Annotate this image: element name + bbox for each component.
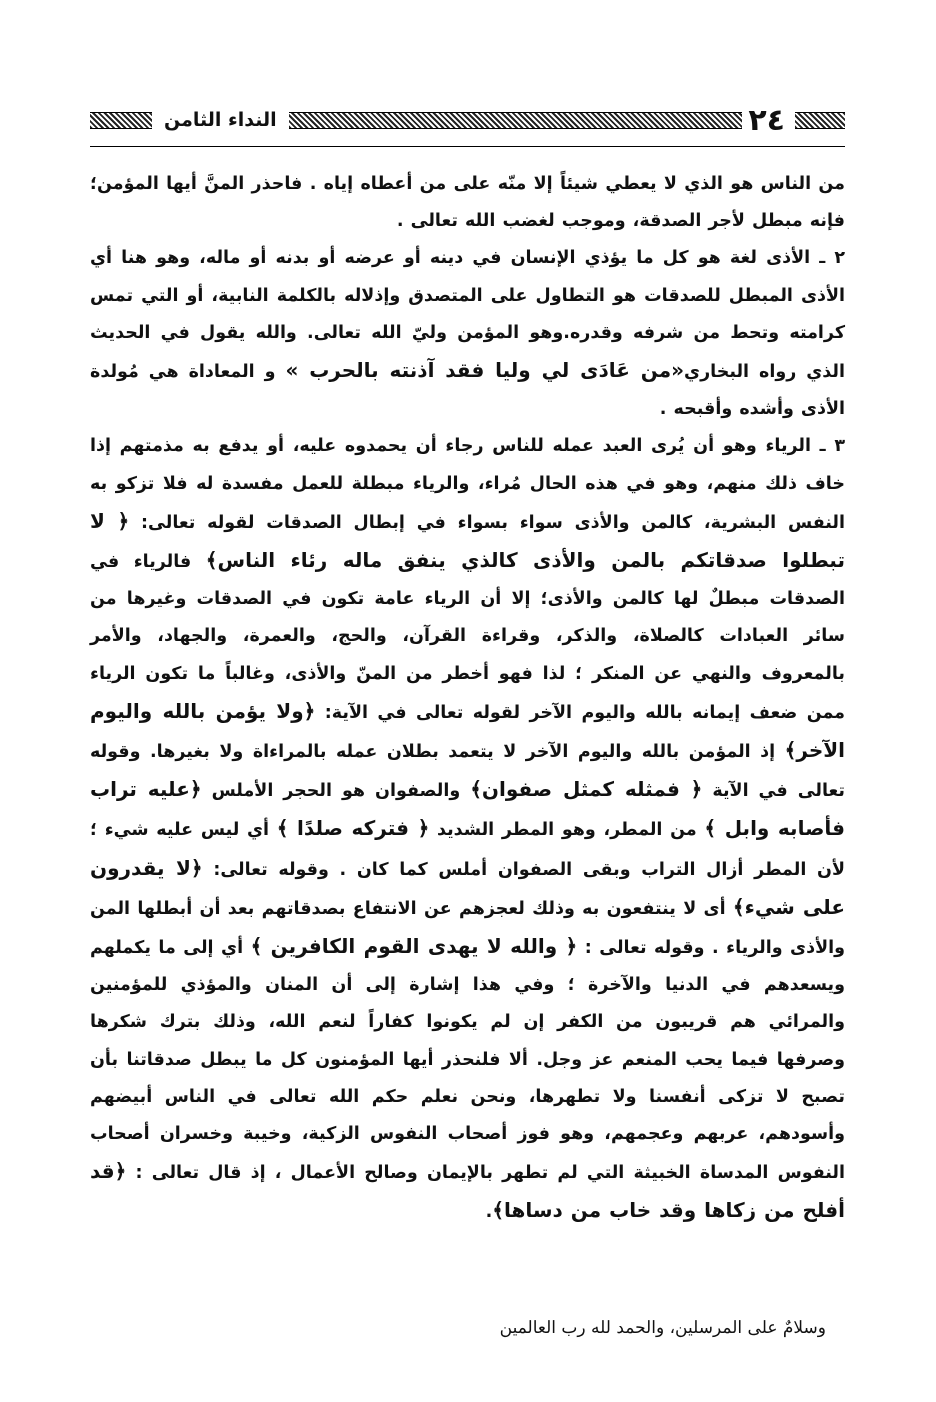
- quoted-verse: ﴿ فتركه صلدًا ﴾: [276, 816, 430, 841]
- text-run: و المعاداة هي مُولدة الأذى وأشده وأقبحه .: [90, 362, 845, 420]
- quoted-verse: ﴿ فمثله كمثل صفوان﴾: [470, 777, 703, 802]
- quoted-verse: «من عَادَى لي وليا فقد آذنته بالحرب »: [285, 358, 685, 383]
- text-run: أي إلى ما يكملهم ويسعدهم في الدنيا والآخرة ؛ وفي هذا إشارة إلى أن المنان والمؤذي للمؤمنين والمرائي هم قريبون من الكفر إن لم يكونوا كفاراً لنعم الله، وذلك بترك شكرها وصرفها فيما يحب المنعم عز وجل. ألا فلنحذر أيها المؤمنون كل ما يبطل صدقاتنا بأن تصبح لا تزكى أنفسنا ولا تطهرها، ونحن نعلم حكم الله تعالى في الناس أبيضهم وأسودهم، عربهم وعجمهم، وهو فوز أصحاب النفوس الزكية، وخيبة وخسران أصحاب النفوس المدساة الخبيثة التي لم تطهر بالإيمان وصالح الأعمال ، إذ قال تعالى :: [90, 938, 845, 1184]
- closing-line: وسلامٌ على المرسلين، والحمد لله رب العالمين: [499, 1318, 826, 1338]
- body-text: [90, 166, 845, 1232]
- header-ornament-bar: [289, 112, 743, 129]
- quoted-verse: ﴿ولا يؤمن بالله واليوم الآخر﴾: [90, 698, 845, 763]
- text-run: والصفوان هو الحجر الأملس: [201, 781, 471, 802]
- header-rule: [90, 146, 845, 147]
- header-ornament-bar: [795, 112, 845, 129]
- text-run: أي ليس عليه شيء ؛ لأن المطر أزال التراب وبقى الصفوان أملس كما كان . وقوله تعالى:: [90, 820, 845, 880]
- chapter-title: النداء الثامن: [164, 109, 277, 131]
- quoted-verse: ﴿قد أفلح من زكاها وقد خاب من دساها﴾: [90, 1159, 845, 1223]
- text-run: ٣ ـ الرياء وهو أن يُرى العبد عمله للناس رجاء أن يحمدوه عليه، أو يدفع به مذمتهم إذا خاف ذلك منهم، وهو في هذه الحال مُراء، والرياء مبطلة للعمل مفسدة له فلا تزكو به النفس البشرية، كالمن والأذى سواء بسواء في إبطال الصدقات لقوله تعالى:: [90, 436, 845, 533]
- text-run: إذ المؤمن بالله واليوم الآخر لا يتعمد بطلان عمله بالمراءاة ولا بغيرها. وقوله تعالى في الآية: [90, 742, 845, 802]
- text-run: ٢ ـ الأذى لغة هو كل ما يؤذي الإنسان في دينه أو عرضه أو بدنه أو ماله، وهو هنا أي الأذى المبطل للصدقات هو التطاول على المتصدق وإذلاله بالكلمة النابية، أو التي تمس كرامته وتحط من شرفه وقدره.وهو المؤمن وليّ الله تعالى. والله يقول في الحديث الذي رواه البخاري: [90, 248, 845, 383]
- text-run: من المطر، وهو المطر الشديد: [429, 820, 705, 841]
- text-run: أى لا ينتفعون به وذلك لعجزهم عن الانتفاع بصدقاتهم بعد أن أبطلها المن والأذى والرياء . وقوله تعالى :: [90, 898, 845, 959]
- text-run: .: [485, 1202, 493, 1223]
- paragraph: [90, 428, 845, 1231]
- running-header: [90, 100, 845, 140]
- quoted-verse: ﴿عليه تراب فأصابه وابل ﴾: [90, 777, 846, 841]
- header-ornament-bar: [90, 112, 152, 129]
- quoted-verse: ﴿ لا تبطلوا صدقاتكم بالمن والأذى كالذي ينفق ماله رئاء الناس﴾: [90, 508, 845, 573]
- paragraph: [90, 240, 845, 428]
- paragraph: [90, 166, 845, 240]
- quoted-verse: ﴿ والله لا يهدى القوم الكافرين ﴾: [250, 934, 578, 959]
- page-number: ٢٤: [748, 102, 785, 138]
- quoted-verse: ﴿لا يقدرون على شيء﴾: [90, 855, 845, 919]
- text-run: من الناس هو الذي لا يعطي شيئاً إلا منّه على من أعطاه إياه . فاحذر المنَّ أيها المؤمن؛ فإنه مبطل لأجر الصدقة، وموجب لغضب الله تعالى .: [90, 174, 845, 232]
- text-run: فالرياء في الصدقات مبطلٌ لها كالمن والأذى؛ إلا أن الرياء عامة تكون في الصدقات وغيرها من سائر العبادات كالصلاة، والذكر، وقراءة القرآن، والحج، والعمرة، والجهاد، والأمر بالمعروف والنهي عن المنكر ؛ لذا فهو أخطر من المنّ والأذى، وغالباً ما تكون الرياء ممن ضعف إيمانه بالله واليوم الآخر لقوله تعالى في الآية:: [90, 552, 846, 723]
